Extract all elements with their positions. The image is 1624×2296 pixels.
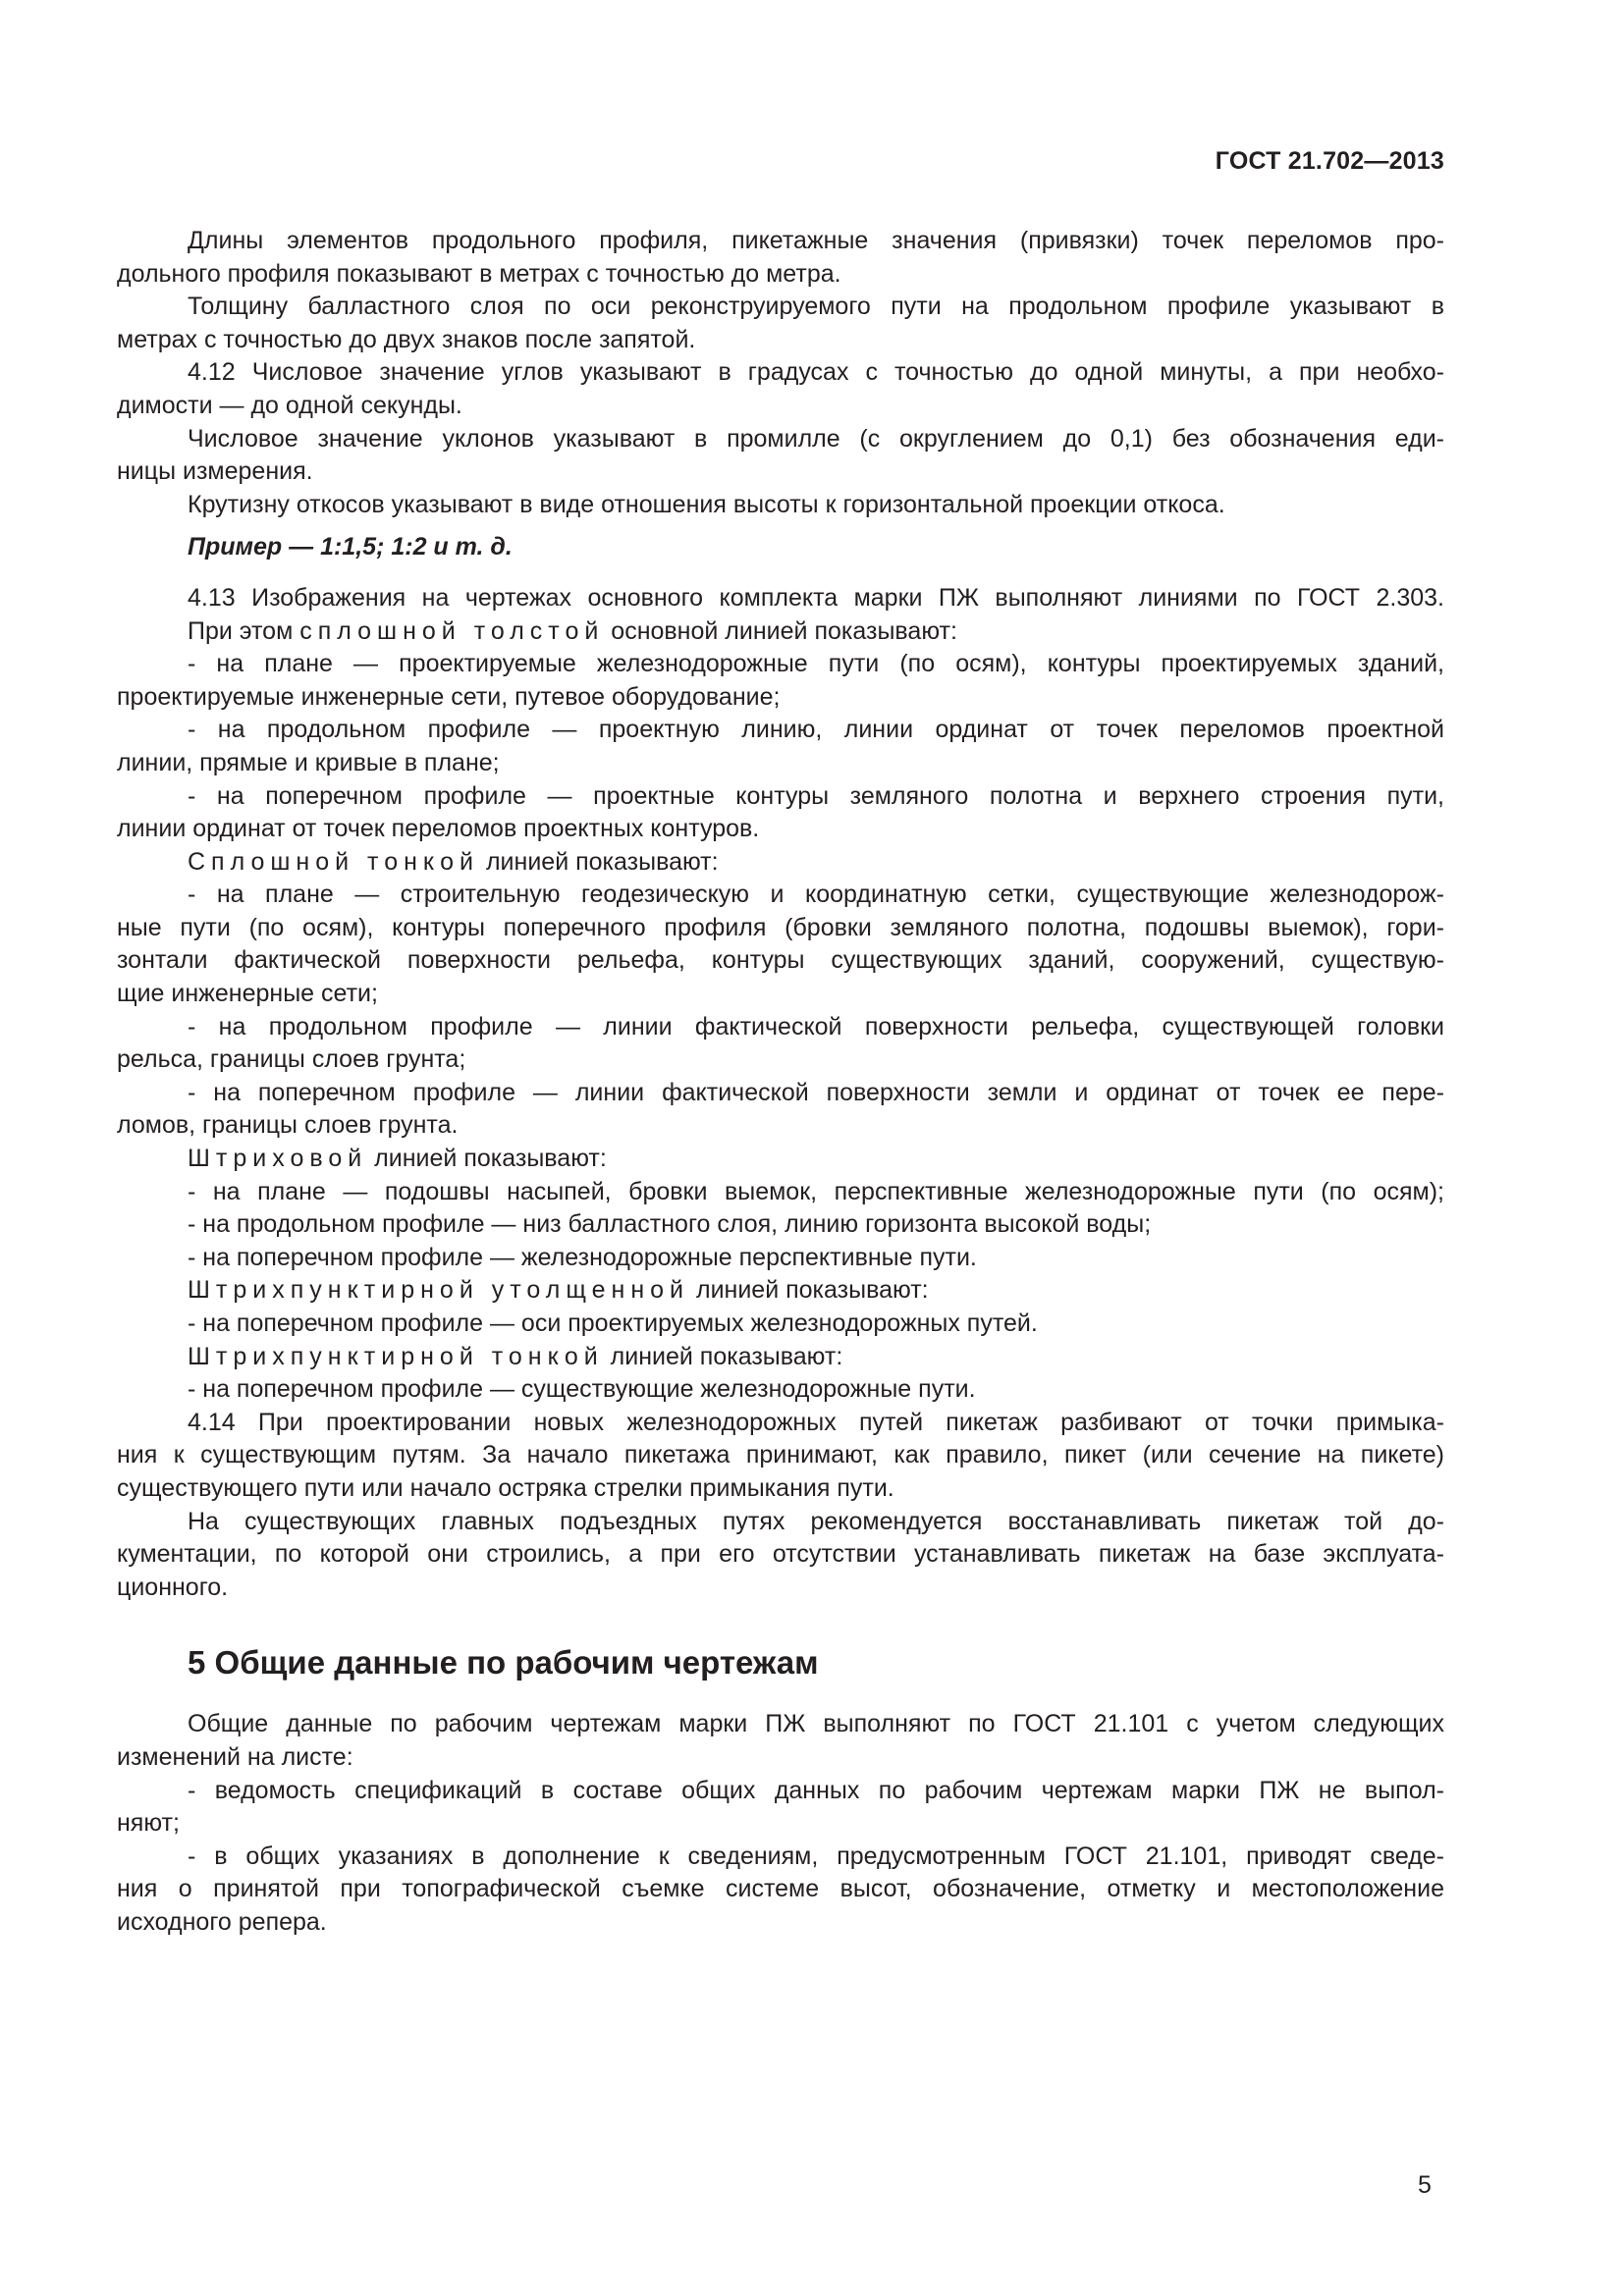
spaced-line-type: Штрихпунктирной тонкой [188, 1342, 604, 1370]
text-fragment: линией показывают: [479, 847, 719, 876]
list-item: - на поперечном профиле — железнодорожные перспективные пути. [188, 1243, 977, 1271]
text-line: метрах с точностью до двух знаков после запятой. [117, 325, 696, 353]
list-item: - на продольном профиле — проектную линию, линии ординат от точек переломов проектной [188, 716, 1444, 744]
spaced-line-type: Штрихпунктирной утолщенной [188, 1276, 690, 1305]
list-item: - на поперечном профиле — оси проектируемых железнодорожных путей. [188, 1309, 1038, 1337]
text-line: ционного. [117, 1573, 229, 1601]
clause-4-12: 4.12 Числовое значение углов указывают в градусах с точностью до одной минуты, а при необхо- [188, 358, 1444, 387]
text-line: няют; [117, 1809, 180, 1838]
text-line: Длины элементов продольного профиля, пикетажные значения (привязки) точек переломов про- [188, 227, 1444, 254]
spaced-line-type: сплошной толстой [299, 616, 605, 645]
clause-4-13: 4.13 Изображения на чертежах основного комплекта марки ПЖ выполняют линиями по ГОСТ 2.303. [188, 583, 1444, 612]
text-line: Толщину балластного слоя по оси реконструируемого пути на продольном профиле указывают в [188, 293, 1444, 321]
list-item: - в общих указаниях в дополнение к сведениям, предусмотренным ГОСТ 21.101, приводят сведе- [188, 1842, 1444, 1870]
list-item: - на плане — подошвы насыпей, бровки выемок, перспективные железнодорожные пути (по осям); [188, 1177, 1444, 1205]
text-line: Общие данные по рабочим чертежам марки ПЖ выполняют по ГОСТ 21.101 с учетом следующих [188, 1710, 1444, 1738]
text-line: Крутизну откосов указывают в виде отношения высоты к горизонтальной проекции откоса. [188, 490, 1225, 518]
text-fragment: При этом [188, 616, 300, 645]
text-line: димости — до одной секунды. [117, 391, 462, 419]
text-line: исходного репера. [117, 1907, 327, 1936]
text-fragment: линией показывают: [689, 1276, 929, 1305]
text-fragment: линией показывают: [603, 1342, 843, 1370]
clause-4-14: 4.14 При проектировании новых железнодорожных путей пикетаж разбивают от точки примыка- [188, 1408, 1444, 1436]
spaced-line-type: Штриховой [188, 1145, 368, 1173]
example-note: Пример — 1:1,5; 1:2 и т. д. [188, 533, 513, 561]
list-item: - на поперечном профиле — существующие железнодорожные пути. [188, 1375, 976, 1404]
list-item: - на плане — проектируемые железнодорожные пути (по осям), контуры проектируемых зданий, [188, 650, 1444, 678]
text-line: дольного профиля показывают в метрах с точностью до метра. [117, 259, 841, 288]
page-number: 5 [1418, 2171, 1432, 2199]
text-line [117, 615, 1444, 649]
text-line [117, 1274, 1444, 1308]
text-line: линии ординат от точек переломов проектных контуров. [117, 815, 760, 843]
text-line: существующего пути или начало остряка стрелки примыкания пути. [117, 1473, 894, 1502]
text-line: ломов, границы слоев грунта. [117, 1111, 459, 1140]
list-item: - на продольном профиле — низ балластного слоя, линию горизонта высокой воды; [188, 1210, 1152, 1239]
text-line: рельса, границы слоев грунта; [117, 1045, 466, 1074]
list-item: - на поперечном профиле — линии фактической поверхности земли и ординат от точек ее пере- [188, 1078, 1444, 1106]
section-5-heading: 5 Общие данные по рабочим чертежам [188, 1644, 819, 1682]
spaced-line-type: Сплошной тонкой [188, 847, 480, 876]
text-line: проектируемые инженерные сети, путевое оборудование; [117, 682, 781, 711]
list-item: - на плане — строительную геодезическую и координатную сетки, существующие железнодорож- [188, 881, 1444, 909]
text-line: На существующих главных подъездных путях рекомендуется восстанавливать пикетаж той до- [188, 1507, 1444, 1535]
text-line: линии, прямые и кривые в плане; [117, 748, 500, 776]
document-code-header: ГОСТ 21.702—2013 [1215, 147, 1444, 175]
page-body [117, 225, 1444, 1940]
text-line [117, 846, 1444, 880]
text-line [117, 1341, 1444, 1374]
text-line: щие инженерные сети; [117, 980, 378, 1008]
list-item: - на продольном профиле — линии фактической поверхности рельефа, существующей головки [188, 1012, 1444, 1041]
text-line [117, 1143, 1444, 1176]
list-item: - ведомость спецификаций в составе общих данных по рабочим чертежам марки ПЖ не выпол- [188, 1776, 1444, 1804]
text-line: ния о принятой при топографической съемке системе высот, обозначение, отметку и местоположение [117, 1875, 1444, 1903]
text-line: Числовое значение уклонов указывают в промилле (с округлением до 0,1) без обозначения еди- [188, 424, 1444, 453]
text-line: ницы измерения. [117, 457, 313, 486]
text-line: ные пути (по осям), контуры поперечного профиля (бровки земляного полотна, подошвы выемок), гори- [117, 913, 1444, 941]
text-line: изменений на листе: [117, 1742, 353, 1771]
text-fragment: основной линией показывают: [604, 616, 957, 645]
text-line: ния к существующим путям. За начало пикетажа принимают, как правило, пикет (или сечение на пикете) [117, 1441, 1444, 1469]
list-item: - на поперечном профиле — проектные контуры земляного полотна и верхнего строения пути, [188, 781, 1444, 810]
text-line: кументации, по которой они строились, а при его отсутствии устанавливать пикетаж на базе эксплуата- [117, 1540, 1444, 1569]
text-line: зонтали фактической поверхности рельефа, контуры существующих зданий, сооружений, существую- [117, 946, 1444, 975]
text-fragment: линией показывают: [367, 1145, 607, 1173]
